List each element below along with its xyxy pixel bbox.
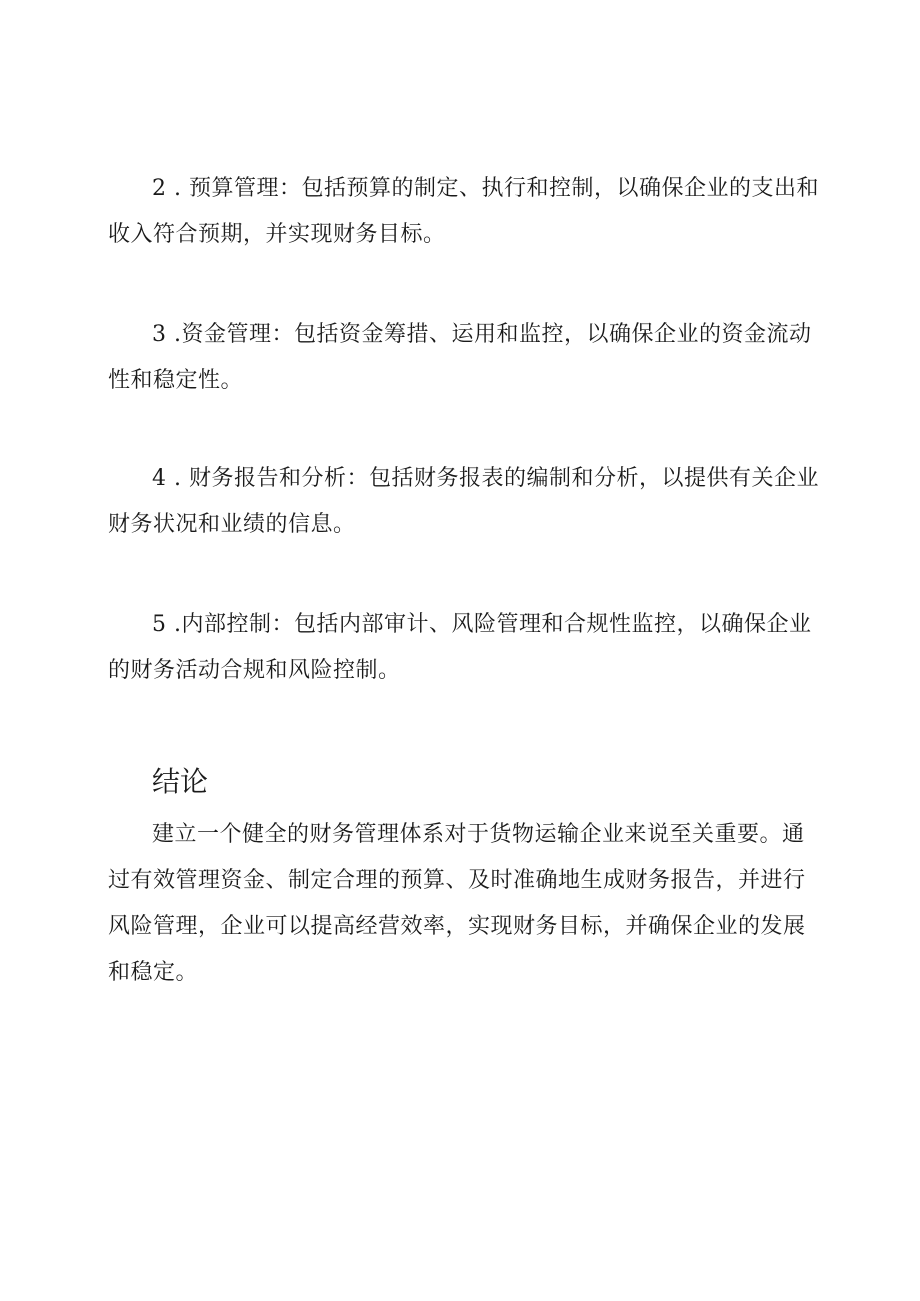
list-item-fund-management: 3 .资金管理：包括资金筹措、运用和监控，以确保企业的资金流动性和稳定性。: [108, 322, 812, 393]
list-item-financial-reporting: 4 . 财务报告和分析：包括财务报表的编制和分析，以提供有关企业财务状况和业绩的信息。: [108, 466, 819, 537]
list-item-budget-management: 2 . 预算管理：包括预算的制定、执行和控制，以确保企业的支出和收入符合预期，并实现财务目标。: [108, 176, 819, 247]
conclusion-paragraph: 建立一个健全的财务管理体系对于货物运输企业来说至关重要。通过有效管理资金、制定合理的预算、及时准确地生成财务报告，并进行风险管理，企业可以提高经营效率，实现财务目标，并确保企业的发展和稳定。: [108, 822, 806, 985]
list-item-internal-control: 5 .内部控制：包括内部审计、风险管理和合规性监控，以确保企业的财务活动合规和风险控制。: [108, 612, 812, 683]
conclusion-heading: 结论: [152, 765, 209, 798]
